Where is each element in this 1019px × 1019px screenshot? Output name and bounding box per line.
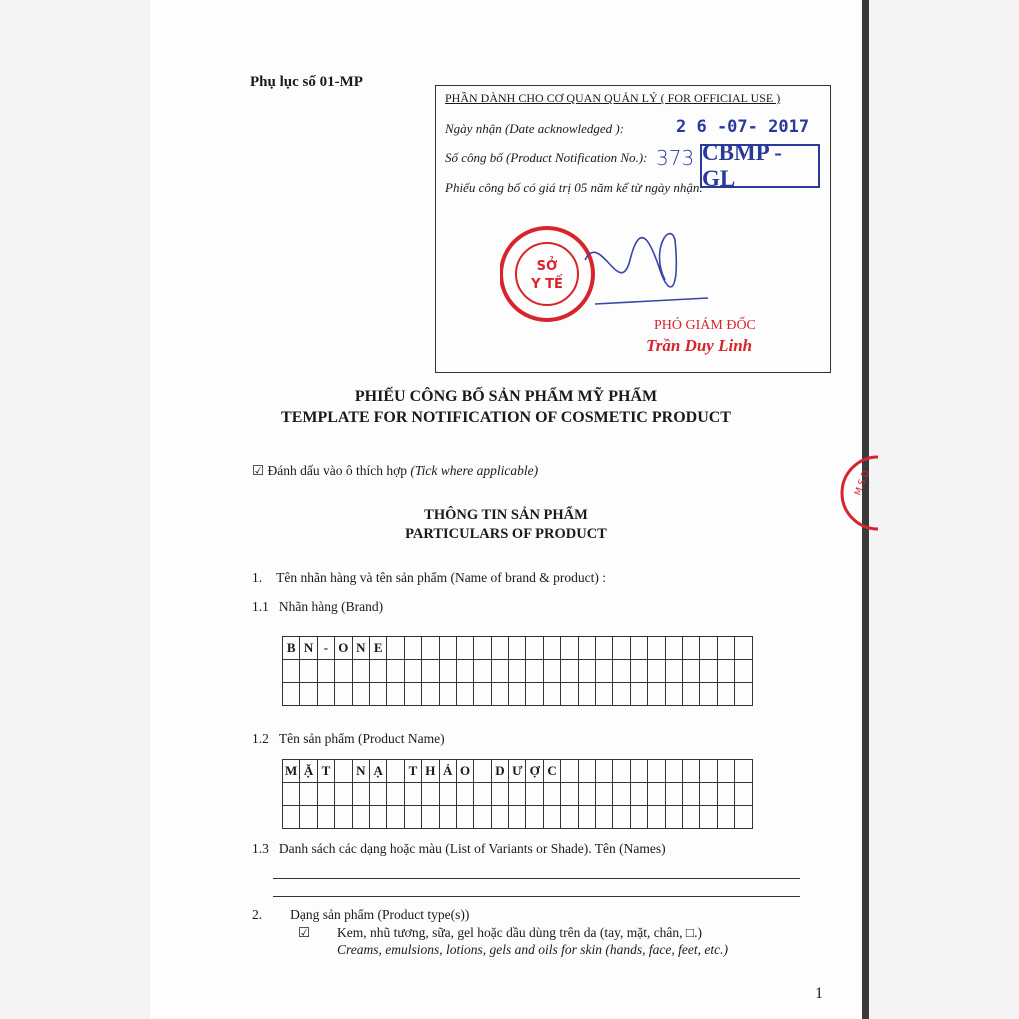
brand-grid-cell[interactable] — [422, 637, 439, 660]
product-grid-cell[interactable] — [456, 783, 473, 806]
brand-grid-cell[interactable] — [404, 637, 421, 660]
product-grid-cell[interactable]: M — [283, 760, 300, 783]
product-grid-cell[interactable] — [578, 806, 595, 829]
signer-title: PHÓ GIÁM ĐỐC — [654, 318, 756, 333]
product-grid-cell[interactable] — [630, 760, 647, 783]
product-grid-cell[interactable]: C — [543, 760, 560, 783]
product-grid-cell[interactable] — [735, 760, 752, 783]
variants-line-2[interactable] — [273, 896, 800, 897]
brand-grid-cell[interactable] — [682, 660, 699, 683]
page-number: 1 — [815, 985, 823, 1002]
product-grid-cell[interactable]: Ả — [439, 760, 456, 783]
brand-grid-cell[interactable]: B — [283, 637, 300, 660]
title-en: TEMPLATE FOR NOTIFICATION OF COSMETIC PRODUCT — [281, 409, 731, 426]
product-grid-cell[interactable] — [700, 783, 717, 806]
brand-grid-cell[interactable] — [456, 660, 473, 683]
product-grid-cell[interactable] — [283, 783, 300, 806]
brand-grid-cell[interactable] — [700, 660, 717, 683]
health-department-seal — [500, 220, 720, 330]
brand-grid-cell[interactable] — [596, 637, 613, 660]
brand-grid-cell[interactable] — [543, 637, 560, 660]
product-grid-cell[interactable] — [387, 783, 404, 806]
date-value: 2 6 -07- 2017 — [676, 117, 810, 137]
product-grid-cell[interactable] — [491, 783, 508, 806]
brand-grid-cell[interactable] — [717, 660, 734, 683]
product-grid-cell[interactable] — [561, 806, 578, 829]
brand-grid-row — [283, 683, 753, 706]
brand-grid-cell[interactable] — [474, 637, 491, 660]
product-grid-cell[interactable] — [735, 806, 752, 829]
product-grid-cell[interactable]: Ạ — [369, 760, 386, 783]
brand-grid-cell[interactable] — [561, 637, 578, 660]
product-grid-cell[interactable] — [509, 806, 526, 829]
svg-text:M.S.D: M.S.D — [853, 469, 872, 498]
brand-grid-cell[interactable]: - — [317, 637, 334, 660]
svg-text:Y TẾ: Y TẾ — [531, 277, 563, 292]
product-grid-cell[interactable] — [648, 806, 665, 829]
product-grid-cell[interactable]: Ợ — [526, 760, 543, 783]
date-label: Ngày nhận (Date acknowledged ): — [445, 121, 625, 136]
product-grid-cell[interactable] — [735, 783, 752, 806]
product-grid-cell[interactable] — [283, 806, 300, 829]
product-grid-cell[interactable]: D — [491, 760, 508, 783]
brand-grid-cell[interactable] — [735, 637, 752, 660]
brand-grid-cell[interactable] — [404, 683, 421, 706]
brand-grid-cell[interactable] — [369, 660, 386, 683]
question-2: 2. Dạng sản phẩm (Product type(s)) — [252, 907, 470, 922]
question-1: 1. Tên nhãn hàng và tên sản phẩm (Name of brand & product) : — [252, 570, 607, 585]
brand-grid-cell[interactable] — [648, 660, 665, 683]
question-1-3: 1.3 Danh sách các dạng hoặc màu (List of Variants or Shade). Tên (Names) — [252, 841, 666, 856]
brand-grid-cell[interactable] — [561, 660, 578, 683]
official-use-box — [435, 85, 831, 373]
brand-grid-cell[interactable] — [700, 683, 717, 706]
brand-grid-cell[interactable] — [335, 683, 352, 706]
brand-grid-cell[interactable]: N — [352, 637, 369, 660]
product-grid-cell[interactable] — [630, 806, 647, 829]
brand-grid-cell[interactable]: O — [335, 637, 352, 660]
product-grid-cell[interactable] — [474, 783, 491, 806]
brand-grid-cell[interactable] — [317, 683, 334, 706]
product-grid-cell[interactable] — [596, 806, 613, 829]
product-grid-cell[interactable]: H — [422, 760, 439, 783]
question-1-2: 1.2 Tên sản phẩm (Product Name) — [252, 731, 445, 746]
brand-grid-cell[interactable] — [630, 683, 647, 706]
brand-grid-cell[interactable] — [543, 660, 560, 683]
product-grid-cell[interactable] — [613, 806, 630, 829]
product-grid-cell[interactable] — [317, 806, 334, 829]
brand-grid-cell[interactable] — [717, 637, 734, 660]
product-grid-cell[interactable] — [682, 760, 699, 783]
brand-grid-cell[interactable] — [317, 660, 334, 683]
product-grid-cell[interactable] — [439, 783, 456, 806]
brand-grid-cell[interactable] — [578, 637, 595, 660]
product-grid-cell[interactable]: N — [352, 760, 369, 783]
brand-grid-cell[interactable] — [300, 683, 317, 706]
annex-label: Phụ lục số 01-MP — [250, 74, 363, 90]
product-grid-cell[interactable] — [700, 806, 717, 829]
product-grid-cell[interactable] — [613, 783, 630, 806]
product-grid-cell[interactable] — [526, 806, 543, 829]
brand-grid-cell[interactable] — [509, 660, 526, 683]
section-title-en: PARTICULARS OF PRODUCT — [405, 526, 607, 542]
brand-grid-cell[interactable] — [700, 637, 717, 660]
validity-note: Phiếu công bố có giá trị 05 năm kể từ ngày nhận. — [445, 180, 703, 195]
product-grid-cell[interactable] — [648, 760, 665, 783]
brand-grid-cell[interactable] — [543, 683, 560, 706]
brand-grid-cell[interactable] — [665, 683, 682, 706]
product-grid-cell[interactable]: T — [317, 760, 334, 783]
brand-grid-cell[interactable] — [439, 637, 456, 660]
product-grid-cell[interactable] — [300, 806, 317, 829]
brand-grid-cell[interactable] — [474, 660, 491, 683]
product-grid-cell[interactable] — [474, 760, 491, 783]
product-grid-cell[interactable] — [352, 783, 369, 806]
product-grid-cell[interactable] — [335, 806, 352, 829]
brand-grid-cell[interactable] — [456, 637, 473, 660]
brand-grid-cell[interactable] — [526, 637, 543, 660]
brand-grid-cell[interactable] — [682, 683, 699, 706]
notification-number-handwritten: 373 — [656, 146, 695, 170]
checkbox-checked-icon: ☑ — [252, 463, 265, 478]
brand-grid-cell[interactable] — [578, 660, 595, 683]
tick-note-en: (Tick where applicable) — [410, 463, 539, 478]
notification-number-label: Số công bố (Product Notification No.): — [445, 150, 648, 165]
product-grid-cell[interactable] — [456, 806, 473, 829]
brand-grid[interactable] — [282, 636, 753, 706]
brand-grid-cell[interactable] — [509, 683, 526, 706]
brand-grid-cell[interactable] — [613, 637, 630, 660]
product-grid-cell[interactable] — [648, 783, 665, 806]
product-grid-cell[interactable] — [335, 760, 352, 783]
product-grid-cell[interactable] — [404, 806, 421, 829]
product-grid-cell[interactable] — [317, 783, 334, 806]
title-vi: PHIẾU CÔNG BỐ SẢN PHẨM MỸ PHẨM — [354, 388, 658, 405]
official-header: PHẦN DÀNH CHO CƠ QUAN QUẢN LÝ ( FOR OFFICIAL USE ) — [445, 91, 781, 105]
variants-line-1[interactable] — [273, 878, 800, 879]
product-grid-cell[interactable] — [543, 806, 560, 829]
brand-grid-cell[interactable] — [665, 660, 682, 683]
brand-grid-cell[interactable] — [648, 637, 665, 660]
product-grid-cell[interactable] — [717, 783, 734, 806]
product-grid-cell[interactable] — [700, 760, 717, 783]
brand-grid-cell[interactable] — [526, 683, 543, 706]
brand-grid-cell[interactable] — [596, 660, 613, 683]
brand-grid-cell[interactable] — [491, 660, 508, 683]
svg-text:SỞ: SỞ — [536, 259, 558, 274]
product-grid-cell[interactable] — [613, 760, 630, 783]
brand-grid-cell[interactable] — [387, 683, 404, 706]
brand-grid-cell[interactable] — [491, 637, 508, 660]
brand-grid-row — [283, 637, 753, 660]
brand-grid-cell[interactable] — [474, 683, 491, 706]
product-grid-cell[interactable] — [682, 806, 699, 829]
product-grid-cell[interactable] — [578, 760, 595, 783]
side-seal-fragment — [838, 438, 878, 548]
brand-grid-cell[interactable] — [335, 660, 352, 683]
brand-grid-cell[interactable] — [422, 660, 439, 683]
product-grid-cell[interactable] — [352, 806, 369, 829]
notification-number-stamp: CBMP - GL — [700, 144, 820, 188]
brand-grid-cell[interactable] — [283, 683, 300, 706]
brand-grid-cell[interactable] — [404, 660, 421, 683]
product-grid-cell[interactable] — [717, 806, 734, 829]
brand-grid-cell[interactable] — [578, 683, 595, 706]
product-grid-cell[interactable] — [387, 806, 404, 829]
product-grid-cell[interactable] — [665, 806, 682, 829]
signer-name: Trần Duy Linh — [646, 336, 753, 355]
product-grid-cell[interactable] — [369, 783, 386, 806]
tick-note — [252, 463, 538, 479]
brand-grid-cell[interactable] — [369, 683, 386, 706]
brand-grid-cell[interactable] — [630, 637, 647, 660]
product-grid-cell[interactable] — [682, 783, 699, 806]
product-grid-cell[interactable] — [596, 783, 613, 806]
brand-grid-cell[interactable] — [526, 660, 543, 683]
brand-grid-cell[interactable] — [491, 683, 508, 706]
product-type-option-vi: Kem, nhũ tương, sữa, gel hoặc dầu dùng trên da (tay, mặt, chân, □.) — [337, 925, 702, 940]
tick-note-vi: Đánh dấu vào ô thích hợp — [267, 463, 407, 478]
brand-grid-cell[interactable]: E — [369, 637, 386, 660]
product-grid-cell[interactable] — [596, 760, 613, 783]
brand-grid-cell[interactable] — [682, 637, 699, 660]
product-grid-cell[interactable]: T — [404, 760, 421, 783]
product-grid-cell[interactable] — [526, 783, 543, 806]
brand-grid-cell[interactable] — [387, 637, 404, 660]
product-type-option-en: Creams, emulsions, lotions, gels and oils for skin (hands, face, feet, etc.) — [337, 942, 728, 957]
product-grid-cell[interactable]: Ư — [509, 760, 526, 783]
brand-grid-cell[interactable] — [509, 637, 526, 660]
brand-grid-cell[interactable] — [456, 683, 473, 706]
product-grid-cell[interactable] — [578, 783, 595, 806]
brand-grid-cell[interactable] — [300, 660, 317, 683]
product-name-grid[interactable] — [282, 759, 753, 829]
product-grid-cell[interactable] — [300, 783, 317, 806]
brand-grid-cell[interactable] — [613, 683, 630, 706]
product-grid-row — [283, 783, 753, 806]
product-grid-cell[interactable] — [474, 806, 491, 829]
product-grid-row — [283, 806, 753, 829]
product-grid-cell[interactable] — [665, 760, 682, 783]
brand-grid-cell[interactable] — [735, 683, 752, 706]
product-grid-cell[interactable] — [439, 806, 456, 829]
brand-grid-cell[interactable] — [735, 660, 752, 683]
product-grid-cell[interactable] — [509, 783, 526, 806]
brand-grid-cell[interactable] — [596, 683, 613, 706]
brand-grid-cell[interactable] — [387, 660, 404, 683]
brand-grid-cell[interactable]: N — [300, 637, 317, 660]
product-grid-cell[interactable] — [561, 783, 578, 806]
brand-grid-cell[interactable] — [665, 637, 682, 660]
brand-grid-cell[interactable] — [352, 660, 369, 683]
checkbox-checked-icon[interactable]: ☑ — [298, 925, 311, 940]
brand-grid-cell[interactable] — [613, 660, 630, 683]
brand-grid-row — [283, 660, 753, 683]
brand-grid-cell[interactable] — [352, 683, 369, 706]
product-grid-cell[interactable] — [630, 783, 647, 806]
brand-grid-cell[interactable] — [422, 683, 439, 706]
product-grid-cell[interactable] — [369, 806, 386, 829]
product-grid-cell[interactable] — [717, 760, 734, 783]
product-grid-cell[interactable] — [335, 783, 352, 806]
product-grid-cell[interactable] — [387, 760, 404, 783]
brand-grid-cell[interactable] — [439, 683, 456, 706]
product-grid-cell[interactable] — [543, 783, 560, 806]
brand-grid-cell[interactable] — [439, 660, 456, 683]
product-grid-cell[interactable] — [422, 806, 439, 829]
product-grid-cell[interactable] — [491, 806, 508, 829]
question-1-1: 1.1 Nhãn hàng (Brand) — [252, 599, 384, 614]
product-grid-cell[interactable]: O — [456, 760, 473, 783]
product-grid-cell[interactable] — [665, 783, 682, 806]
product-grid-cell[interactable] — [404, 783, 421, 806]
product-grid-cell[interactable]: Ặ — [300, 760, 317, 783]
brand-grid-cell[interactable] — [283, 660, 300, 683]
brand-grid-cell[interactable] — [717, 683, 734, 706]
product-grid-row — [283, 760, 753, 783]
brand-grid-cell[interactable] — [630, 660, 647, 683]
product-grid-cell[interactable] — [561, 760, 578, 783]
brand-grid-cell[interactable] — [561, 683, 578, 706]
product-grid-cell[interactable] — [422, 783, 439, 806]
section-title-vi: THÔNG TIN SẢN PHẨM — [424, 507, 588, 523]
brand-grid-cell[interactable] — [648, 683, 665, 706]
